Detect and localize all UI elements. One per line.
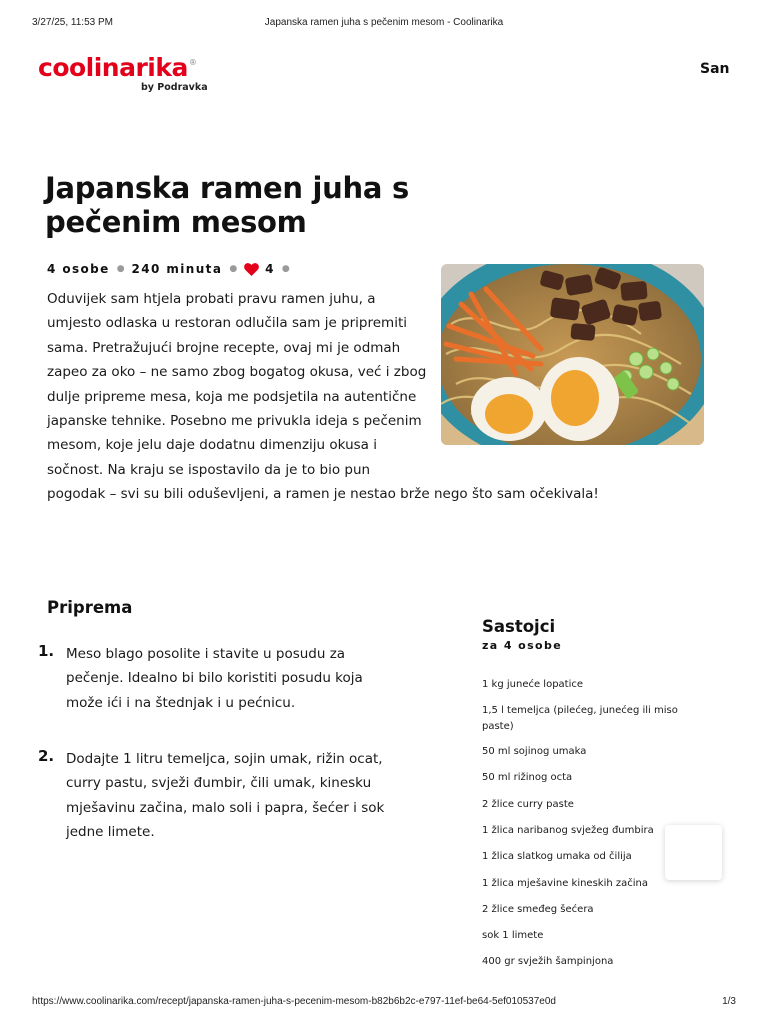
ingredient-item: 50 ml sojinog umaka [482,746,587,757]
ingredient-item: 50 ml rižinog octa [482,772,573,783]
ingredient-item: 1 žlica mješavine kineskih začina [482,878,649,889]
time-label: 240 minuta [131,262,223,276]
ingredient-item: 1 žlica naribanog svježeg đumbira [482,825,654,836]
ingredient-item: 1,5 l temeljca (pilećeg, junećeg ili miso paste) [482,705,678,732]
heart-icon[interactable] [244,263,259,276]
print-url: https://www.coolinarika.com/recept/japanska-ramen-juha-s-pecenim-mesom-b82b6b2c-e797-11ef-be64-5ef010537e0d [32,996,556,1007]
separator-dot: ● [116,264,125,274]
print-page-title: Japanska ramen juha s pečenim mesom - Coolinarika [264,17,504,28]
recipe-meta [47,262,297,276]
ingredients-servings: za 4 osobe [482,639,563,652]
ingredient-item: 2 žlice smeđeg šećera [482,904,594,915]
ingredients-heading: Sastojci [482,617,556,636]
user-menu-link[interactable]: San [700,61,730,77]
separator-dot: ● [281,264,290,274]
print-footer [0,996,768,1010]
likes-count: 4 [265,262,275,276]
print-header [0,17,768,31]
servings-label: 4 osobe [47,262,110,276]
intro-text: Oduvijek sam htjela probati pravu ramen juhu, a umjesto odlaska u restoran odlučila sam je pripremiti sama. Pretražujući brojne recepte, ovaj mi je odmah zapeo za oko – ne samo zbog bogatog okusa, već i zbog dulje pripreme mesa, koja me podsjetila na autentične japanske tehnike. Posebno me privukla ideja s pečenim mesom, koje jelu daje dodatnu dimenziju okusa i sočnost. Na kraju se ispostavilo da je to bio pun pogodak – svi su bili oduševljeni, a ramen je nestao brže nego što sam očekivala! [47,291,599,503]
print-page-number: 1/3 [722,996,736,1007]
logo-registered-mark: ® [188,58,197,67]
step-text: Meso blago posolite i stavite u posudu za pečenje. Idealno bi bilo koristiti posudu koja može ići i na štednjak i u pećnicu. [66,646,363,711]
ingredient-item: 400 gr svježih šampinjona [482,956,614,967]
ingredient-item: sok 1 limete [482,930,544,941]
preparation-heading: Priprema [47,598,133,617]
recipe-intro [47,287,712,507]
logo-wordmark: coolinarika [38,53,188,82]
photo-wrap-space [430,287,712,468]
step-text: Dodajte 1 litru temeljca, sojin umak, rižin ocat, curry pastu, svježi đumbir, čili umak, kinesku mješavinu začina, malo soli i papra, šećer i sok jedne limete. [66,751,385,841]
ingredient-item: 2 žlice curry paste [482,799,574,810]
floating-widget[interactable] [665,825,722,880]
step-number: 2. [38,747,55,765]
separator-dot: ● [229,264,238,274]
recipe-title: Japanska ramen juha s pečenim mesom [45,171,409,239]
ingredient-item: 1 žlica slatkog umaka od čilija [482,851,632,862]
site-logo[interactable] [38,53,208,93]
logo-byline: by Podravka [141,82,208,93]
step-number: 1. [38,642,55,660]
print-datetime: 3/27/25, 11:53 PM [32,17,113,28]
ingredient-item: 1 kg juneće lopatice [482,679,584,690]
